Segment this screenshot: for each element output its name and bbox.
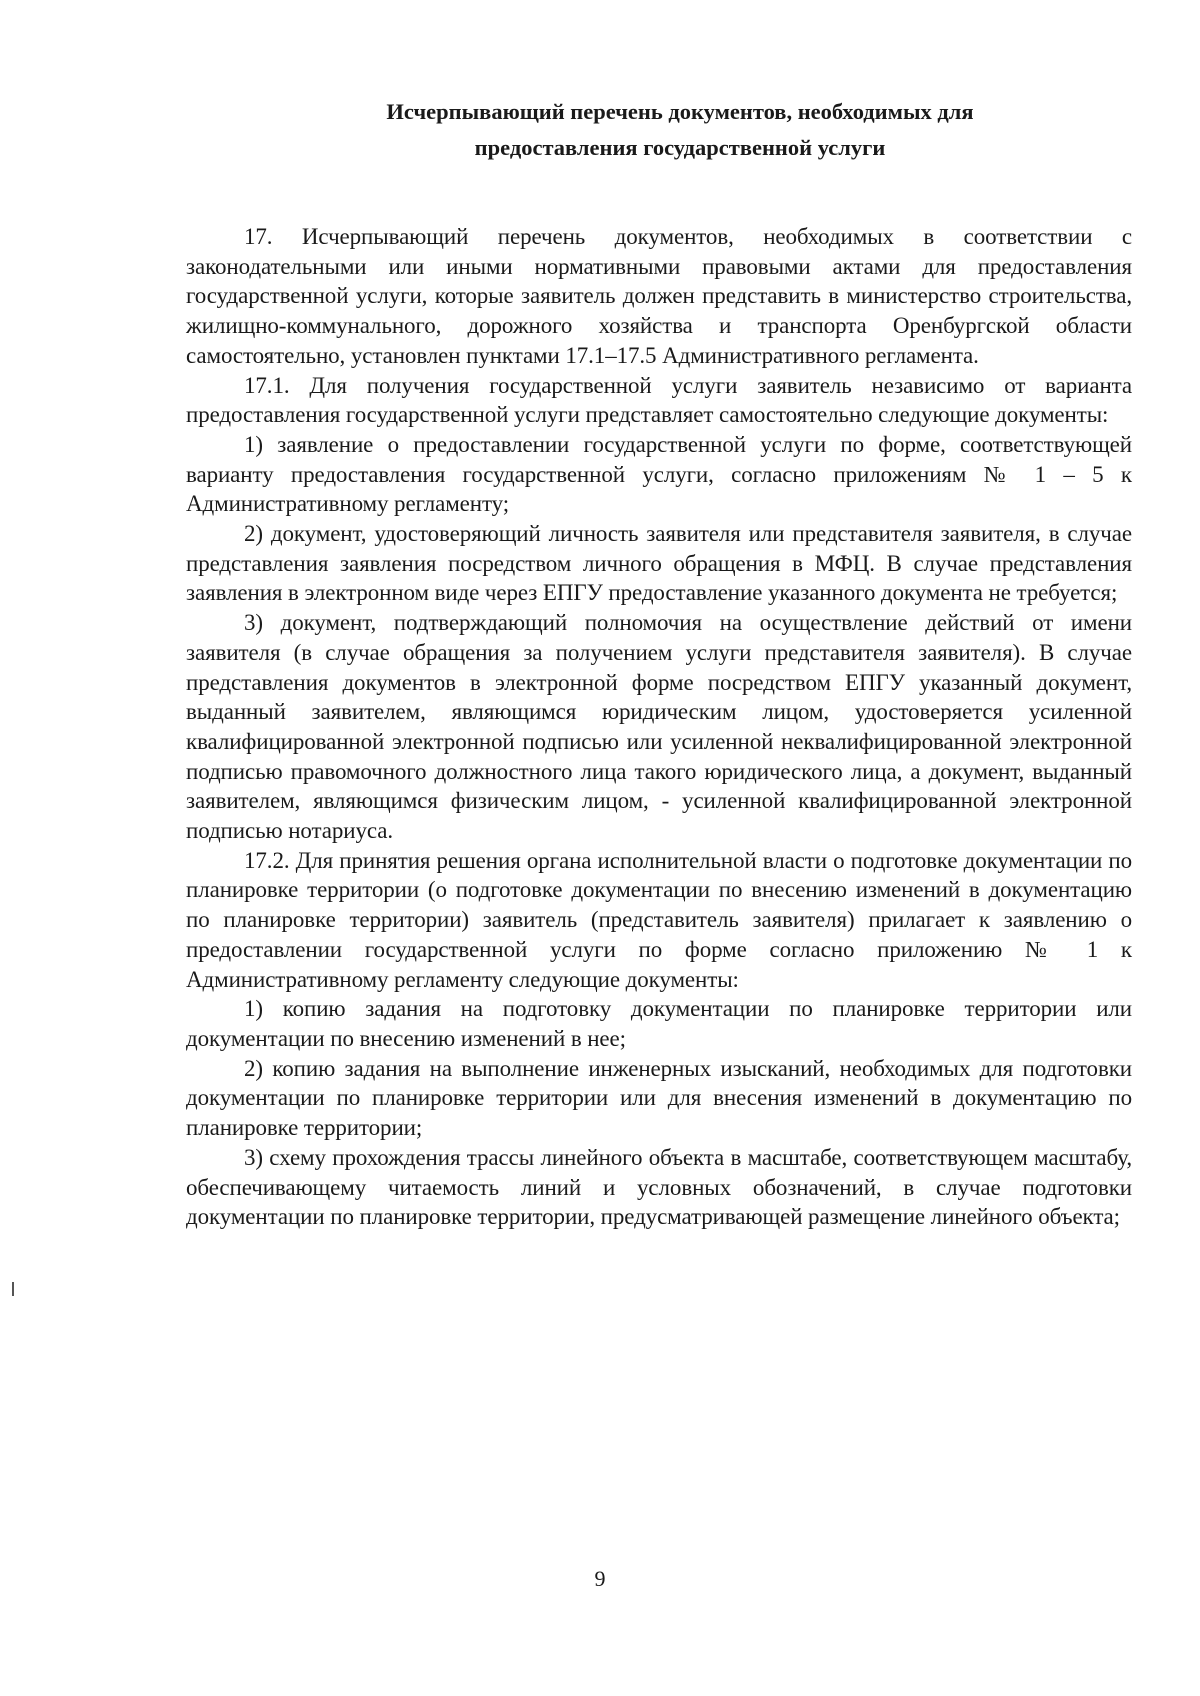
title-line-1: Исчерпывающий перечень документов, необходимых для xyxy=(386,99,974,124)
paragraph-17-2-item-1: 1) копию задания на подготовку документации по планировке территории или документации по внесению изменений в нее; xyxy=(186,996,1132,1051)
paragraph-17-1-item-1: 1) заявление о предоставлении государственной услуги по форме, соответствующей варианту предоставления государственной услуги, согласно приложениям № 1 – 5 к Административному регламенту; xyxy=(186,431,1132,517)
paragraph-17-2-item-3: 3) схему прохождения трассы линейного объекта в масштабе, соответствующем масштабу, обеспечивающему читаемость линий и условных обозначений, в случае подготовки документации по планировке территории, предусматривающей размещение линейного объекта; xyxy=(186,1144,1132,1230)
document-title xyxy=(290,94,1070,166)
paragraph-17-2: 17.2. Для принятия решения органа исполнительной власти о подготовке документации по планировке территории (о подготовке документации по внесению изменений в документацию по планировке территории) заявитель (представитель заявителя) прилагает к заявлению о предоставлении государственной услуги по форме согласно приложению № 1 к Административному регламенту следующие документы: xyxy=(186,847,1132,992)
page-number: 9 xyxy=(594,1566,606,1591)
paragraph-17-1-item-3: 3) документ, подтверждающий полномочия на осуществление действий от имени заявителя (в случае обращения за получением услуги представителя заявителя). В случае представления документов в электронной форме посредством ЕПГУ указанный документ, выданный заявителем, являющимся юридическим лицом, удостоверяется усиленной квалифицированной электронной подписью или усиленной неквалифицированной электронной подписью правомочного должностного лица такого юридического лица, а документ, выданный заявителем, являющимся физическим лицом, - усиленной квалифицированной электронной подписью нотариуса. xyxy=(186,610,1132,844)
paragraph-17-1-item-2: 2) документ, удостоверяющий личность заявителя или представителя заявителя, в случае представления заявления посредством личного обращения в МФЦ. В случае представления заявления в электронном виде через ЕПГУ предоставление указанного документа не требуется; xyxy=(186,521,1132,606)
paragraph-17: 17. Исчерпывающий перечень документов, необходимых в соответствии с законодательными или иными нормативными правовыми актами для предоставления государственной услуги, которые заявитель должен представить в министерство строительства, жилищно-коммунального, дорожного хозяйства и транспорта Оренбургской области самостоятельно, установлен пунктами 17.1–17.5 Административного регламента. xyxy=(186,224,1132,368)
document-body xyxy=(186,222,1132,1232)
title-line-2: предоставления государственной услуги xyxy=(474,135,886,160)
paragraph-17-1: 17.1. Для получения государственной услуги заявитель независимо от варианта предоставления государственной услуги представляет самостоятельно следующие документы: xyxy=(186,372,1132,428)
paragraph-17-2-item-2: 2) копию задания на выполнение инженерных изысканий, необходимых для подготовки документации по планировке территории или для внесения изменений в документацию по планировке территории; xyxy=(186,1055,1132,1141)
scan-artifact-mark xyxy=(12,1282,14,1296)
